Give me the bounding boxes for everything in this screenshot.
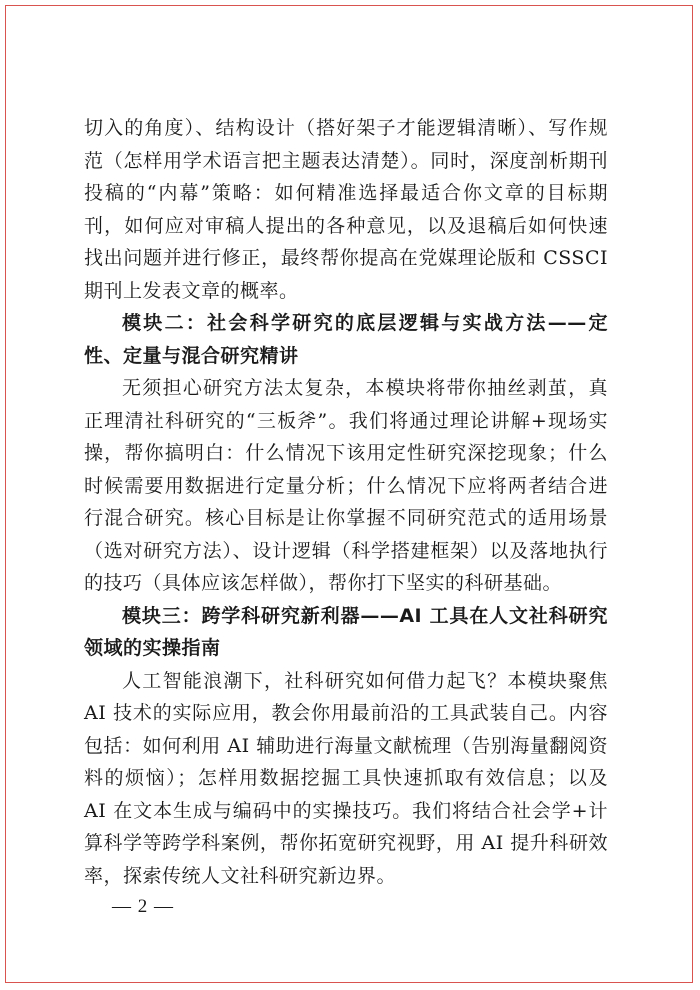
module-two-heading: 模块二：社会科学研究的底层逻辑与实战方法——定性、定量与混合研究精讲 [84,312,608,367]
document-body [84,112,608,892]
module-three-paragraph: 人工智能浪潮下，社科研究如何借力起飞？本模块聚焦 AI 技术的实际应用，教会你用最前沿的工具武装自己。内容包括：如何利用 AI 辅助进行海量文献梳理（告别海量翻阅资料的烦恼）；怎样用数据挖掘工具快速抓取有效信息；以及 AI 在文本生成与编码中的实操技巧。我们将结合社会学+计算科学等跨学科案例，帮你拓宽研究视野，用 AI 提升科研效率，探索传统人文社科研究新边界。 [84,669,608,887]
page-number: — 2 — [112,896,174,917]
module-three-heading: 模块三：跨学科研究新利器——AI 工具在人文社科研究领域的实操指南 [84,604,608,659]
paragraph-continuation: 切入的角度）、结构设计（搭好架子才能逻辑清晰）、写作规范（怎样用学术语言把主题表达清楚）。同时，深度剖析期刊投稿的“内幕”策略：如何精准选择最适合你文章的目标期刊，如何应对审稿人提出的各种意见，以及退稿后如何快速找出问题并进行修正，最终帮你提高在党媒理论版和 CSSCI 期刊上发表文章的概率。 [84,117,608,302]
module-two-paragraph: 无须担心研究方法太复杂，本模块将带你抽丝剥茧，真正理清社科研究的“三板斧”。我们将通过理论讲解+现场实操，帮你搞明白：什么情况下该用定性研究深挖现象；什么时候需要用数据进行定量分析；什么情况下应将两者结合进行混合研究。核心目标是让你掌握不同研究范式的适用场景（选对研究方法）、设计逻辑（科学搭建框架）以及落地执行的技巧（具体应该怎样做），帮你打下坚实的科研基础。 [84,377,608,594]
